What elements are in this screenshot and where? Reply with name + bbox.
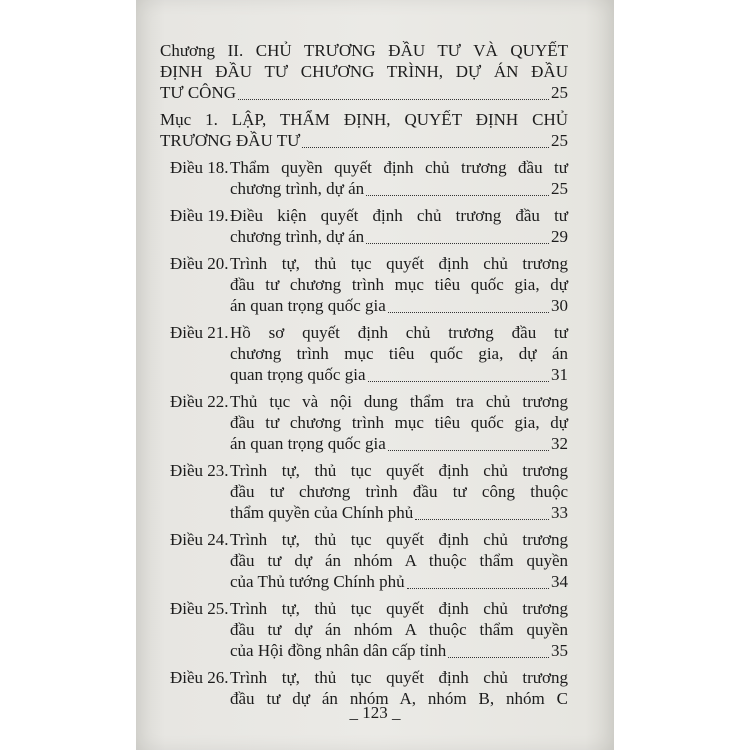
toc-line: của Hội đồng nhân dân cấp tỉnh [230, 641, 447, 660]
page-ref: 34 [551, 572, 568, 591]
toc-line: Điều kiện quyết định chủ trương đầu tư [230, 206, 568, 225]
toc-last-line [160, 130, 568, 151]
toc-line: đầu tư chương trình đầu tư công thuộc [230, 482, 568, 501]
page-ref: 29 [551, 227, 568, 246]
toc-article[interactable] [160, 322, 568, 385]
article-label: Điều 23. [170, 461, 229, 480]
toc-article[interactable] [160, 529, 568, 592]
toc-line: TRƯƠNG ĐẦU TƯ [160, 131, 301, 150]
article-label: Điều 24. [170, 530, 229, 549]
toc-line: TƯ CÔNG [160, 83, 236, 102]
toc-line: Trình tự, thủ tục quyết định chủ trương [230, 530, 568, 549]
toc-line: chương trình, dự án [230, 227, 365, 246]
dot-leader [366, 242, 549, 244]
toc-line: Chương II. CHỦ TRƯƠNG ĐẦU TƯ VÀ QUYẾT [160, 41, 568, 60]
toc-line: Trình tự, thủ tục quyết định chủ trương [230, 668, 568, 687]
toc-line: chương trình, dự án [230, 179, 365, 198]
toc-article[interactable] [160, 391, 568, 454]
toc-line: Hồ sơ quyết định chủ trương đầu tư [230, 323, 568, 342]
dot-leader [448, 656, 549, 658]
toc-last-line [230, 571, 568, 592]
toc-line: Mục 1. LẬP, THẨM ĐỊNH, QUYẾT ĐỊNH CHỦ [160, 110, 568, 129]
table-of-contents [160, 40, 568, 709]
article-label: Điều 18. [170, 158, 229, 177]
toc-line: quan trọng quốc gia [230, 365, 366, 384]
article-label: Điều 22. [170, 392, 229, 411]
dot-leader [415, 518, 549, 520]
toc-last-line [230, 178, 568, 199]
toc-last-line [230, 226, 568, 247]
toc-line: của Thủ tướng Chính phủ [230, 572, 405, 591]
page-ref: 25 [551, 131, 568, 150]
dot-leader [302, 146, 549, 148]
article-label: Điều 26. [170, 668, 229, 687]
dot-leader [238, 98, 549, 100]
dot-leader [388, 311, 549, 313]
article-label: Điều 21. [170, 323, 229, 342]
toc-line: án quan trọng quốc gia [230, 434, 386, 453]
article-label: Điều 25. [170, 599, 229, 618]
page-number: _ 123 _ [349, 703, 401, 722]
page-ref: 32 [551, 434, 568, 453]
toc-last-line [230, 364, 568, 385]
article-label: Điều 20. [170, 254, 229, 273]
toc-line: đầu tư dự án nhóm A thuộc thẩm quyền [230, 551, 568, 570]
page-ref: 25 [551, 179, 568, 198]
page-ref: 33 [551, 503, 568, 522]
dot-leader [388, 449, 549, 451]
toc-article[interactable] [160, 205, 568, 247]
toc-line: đầu tư dự án nhóm A, nhóm B, nhóm C [230, 689, 568, 708]
toc-section[interactable] [160, 109, 568, 151]
toc-last-line [230, 433, 568, 454]
toc-line: chương trình mục tiêu quốc gia, dự án [230, 344, 568, 363]
toc-article[interactable] [160, 598, 568, 661]
toc-last-line [230, 640, 568, 661]
page-ref: 30 [551, 296, 568, 315]
toc-line: Trình tự, thủ tục quyết định chủ trương [230, 599, 568, 618]
toc-last-line [160, 82, 568, 103]
article-label: Điều 19. [170, 206, 229, 225]
toc-line: đầu tư dự án nhóm A thuộc thẩm quyền [230, 620, 568, 639]
toc-line: ĐỊNH ĐẦU TƯ CHƯƠNG TRÌNH, DỰ ÁN ĐẦU [160, 62, 568, 81]
toc-line: Trình tự, thủ tục quyết định chủ trương [230, 461, 568, 480]
dot-leader [368, 380, 550, 382]
toc-line: đầu tư chương trình mục tiêu quốc gia, dự [230, 275, 568, 294]
page-ref: 31 [551, 365, 568, 384]
toc-article[interactable] [160, 157, 568, 199]
toc-last-line [230, 295, 568, 316]
toc-line: đầu tư chương trình mục tiêu quốc gia, dự [230, 413, 568, 432]
toc-line: thẩm quyền của Chính phủ [230, 503, 414, 522]
toc-line: án quan trọng quốc gia [230, 296, 386, 315]
page-ref: 25 [551, 83, 568, 102]
toc-chapter[interactable] [160, 40, 568, 103]
dot-leader [407, 587, 549, 589]
page-ref: 35 [551, 641, 568, 660]
toc-article[interactable] [160, 253, 568, 316]
toc-line: Thủ tục và nội dung thẩm tra chủ trương [230, 392, 568, 411]
toc-line: Thẩm quyền quyết định chủ trương đầu tư [230, 158, 568, 177]
toc-last-line [230, 502, 568, 523]
dot-leader [366, 194, 549, 196]
toc-line: Trình tự, thủ tục quyết định chủ trương [230, 254, 568, 273]
toc-article[interactable] [160, 460, 568, 523]
